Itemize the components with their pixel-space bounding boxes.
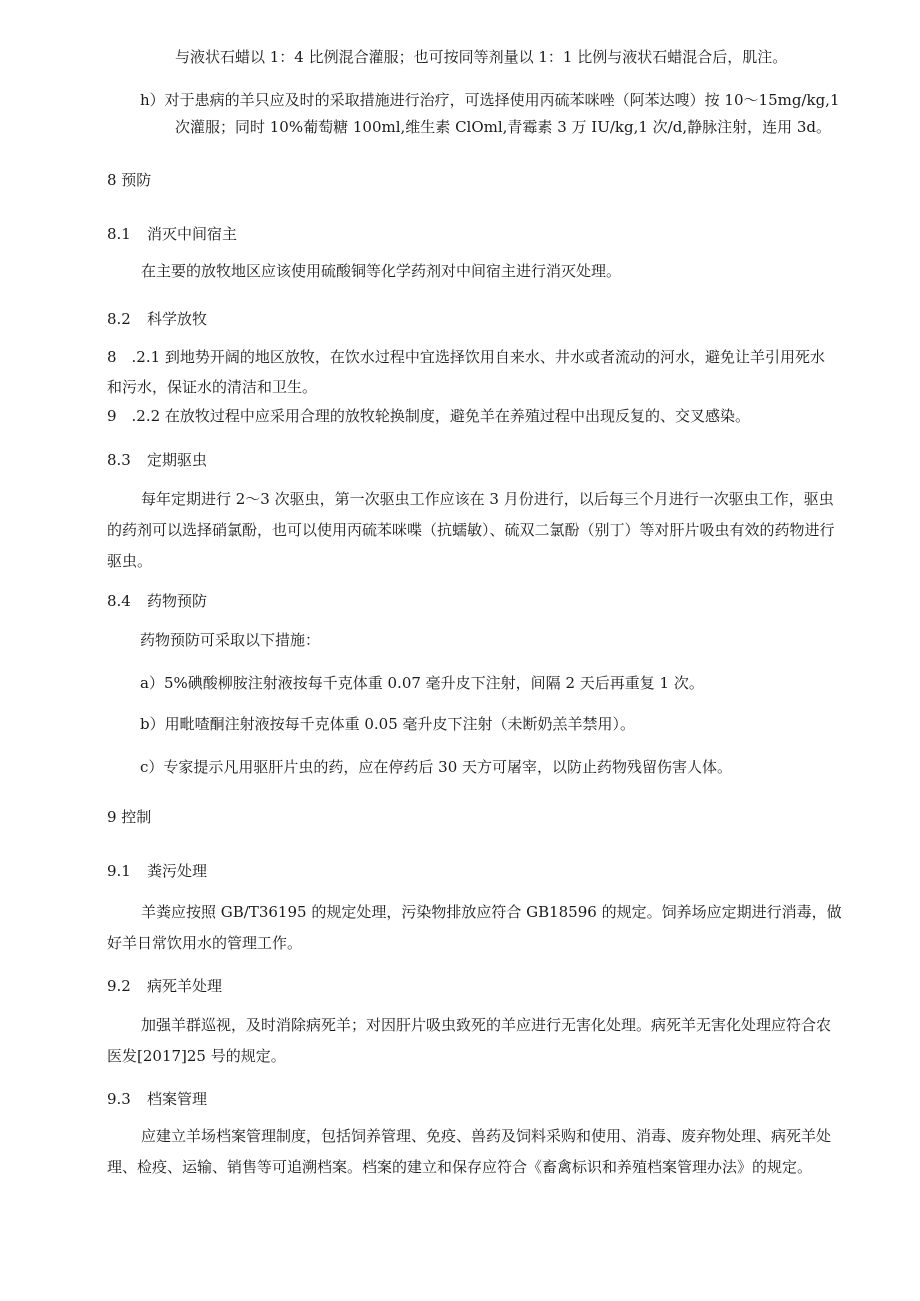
- section-8-3-paragraph: 每年定期进行 2～3 次驱虫，第一次驱虫工作应该在 3 月份进行，以后每三个月进行一次驱虫工作，驱虫的药剂可以选择硝氯酚，也可以使用丙硫苯咪喋（抗蠕敏）、硫双二氯酚（别丁）等对肝片吸虫有效的药物进行驱虫。: [107, 490, 835, 570]
- section-title: 药物预防: [147, 592, 208, 610]
- section-8-2-2-line: 9 .2.2 在放牧过程中应采用合理的放牧轮换制度，避免羊在养殖过程中出现反复的、交叉感染。: [107, 407, 750, 425]
- section-title: 科学放牧: [147, 310, 208, 328]
- section-number: 8.3: [107, 451, 131, 469]
- list-item-a: a）5%碘酸柳胺注射液按每千克体重 0.07 毫升皮下注射，间隔 2 天后再重复 1 次。: [140, 674, 704, 692]
- section-number: 8.1: [107, 225, 131, 243]
- section-8-2-1-line-1: 8 .2.1 到地势开阔的地区放牧，在饮水过程中宜选择饮用自来水、井水或者流动的河水，避免让羊引用死水: [107, 348, 825, 366]
- section-number: 9.2: [107, 977, 131, 995]
- section-number: 8.4: [107, 592, 131, 610]
- section-9-3-heading: [107, 1089, 207, 1109]
- section-8-4-heading: [107, 591, 207, 611]
- text-line-1: 与液状石蜡以 1：4 比例混合灌服；也可按同等剂量以 1：1 比例与液状石蜡混合后，肌注。: [175, 48, 788, 66]
- section-title: 病死羊处理: [147, 977, 223, 995]
- list-item-c: c）专家提示凡用驱肝片虫的药，应在停药后 30 天方可屠宰，以防止药物残留伤害人体。: [140, 758, 733, 776]
- section-9-1-paragraph: 羊粪应按照 GB/T36195 的规定处理，污染物排放应符合 GB18596 的规定。饲养场应定期进行消毒，做好羊日常饮用水的管理工作。: [107, 903, 842, 952]
- section-8-2-1-line-2: 和污水，保证水的清洁和卫生。: [107, 378, 318, 396]
- item-h-line-1: h）对于患病的羊只应及时的采取措施进行治疗，可选择使用丙硫苯咪唑（阿苯达嗖）按 10～15mg∕kg,1: [140, 91, 840, 109]
- section-9-2-paragraph: 加强羊群巡视，及时消除病死羊；对因肝片吸虫致死的羊应进行无害化处理。病死羊无害化处理应符合农医发[2017]25 号的规定。: [107, 1016, 832, 1065]
- section-9-2-heading: [107, 976, 222, 996]
- section-8-1-paragraph: 在主要的放牧地区应该使用硫酸铜等化学药剂对中间宿主进行消灭处理。: [141, 262, 622, 280]
- section-8-1-heading: [107, 224, 237, 244]
- section-8-4-intro: 药物预防可采取以下措施：: [140, 631, 321, 649]
- section-title: 档案管理: [147, 1090, 208, 1108]
- section-number: 9.1: [107, 862, 131, 880]
- section-9-1-heading: [107, 861, 207, 881]
- section-number: 9.3: [107, 1090, 131, 1108]
- section-title: 消灭中间宿主: [147, 225, 238, 243]
- section-9-3-paragraph: 应建立羊场档案管理制度，包括饲养管理、免疫、兽药及饲料采购和使用、消毒、废弃物处理、病死羊处理、检疫、运输、销售等可追溯档案。档案的建立和保存应符合《畜禽标识和养殖档案管理办法》的规定。: [107, 1127, 832, 1176]
- section-title: 粪污处理: [147, 862, 208, 880]
- section-9-title: 9 控制: [107, 808, 152, 826]
- section-number: 8.2: [107, 310, 131, 328]
- section-8-3-heading: [107, 450, 207, 470]
- section-8-title: 8 预防: [107, 171, 152, 189]
- section-title: 定期驱虫: [147, 451, 208, 469]
- section-8-2-heading: [107, 309, 207, 329]
- item-h-line-2: 次灌服；同时 10%葡萄糖 100ml,维生素 ClOml,青霉素 3 万 IU∕kg,1 次∕d,静脉注射，连用 3d。: [175, 118, 832, 136]
- list-item-b: b）用毗喳酮注射液按每千克体重 0.05 毫升皮下注射（未断奶羔羊禁用）。: [140, 715, 636, 733]
